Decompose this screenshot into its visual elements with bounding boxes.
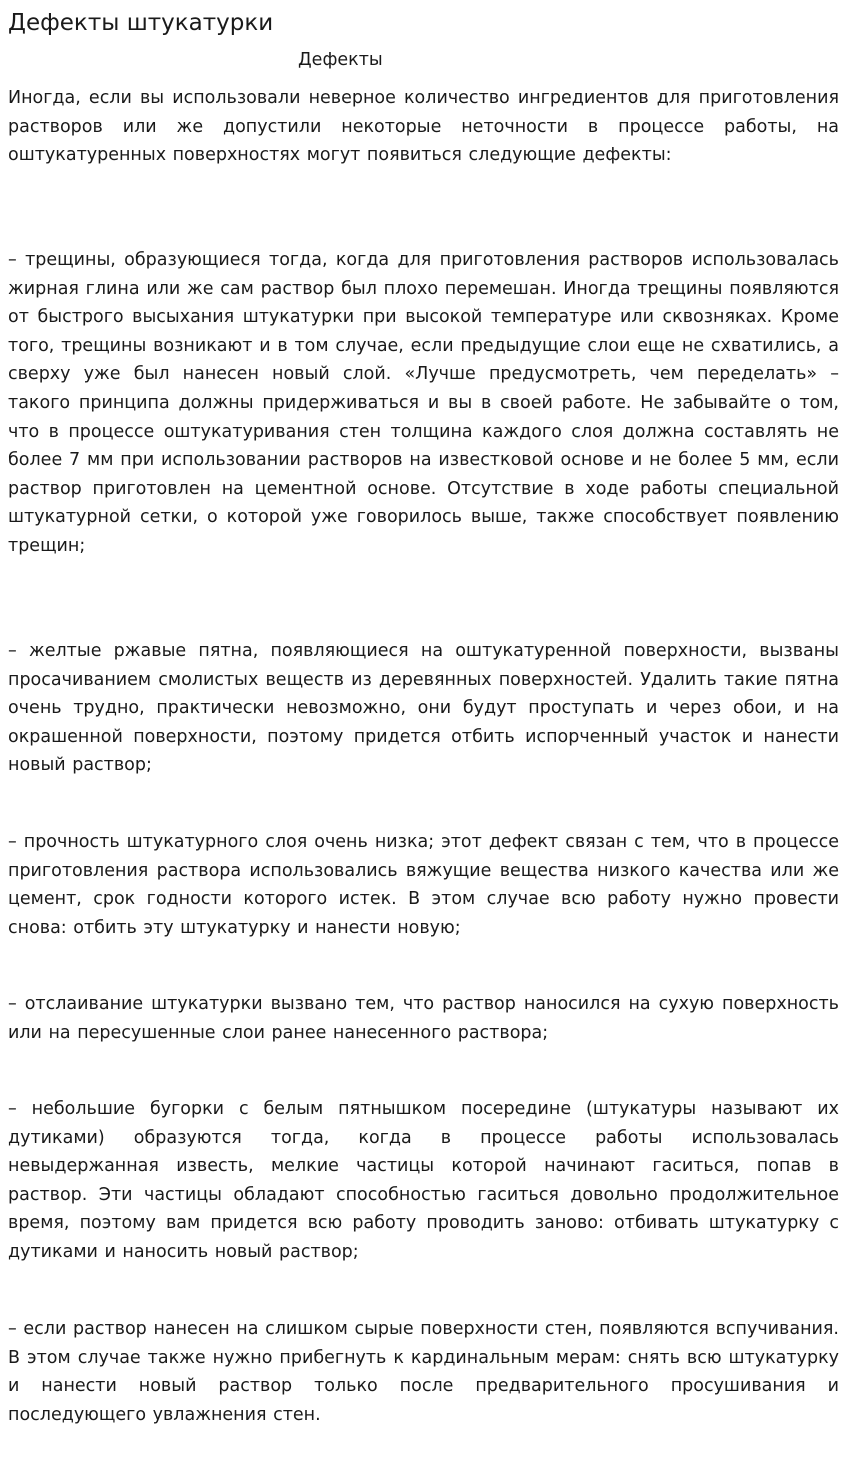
page-title: Дефекты штукатурки	[8, 10, 274, 36]
intro-paragraph: Иногда, если вы использовали неверное количество ингредиентов для приготовления растворов или же допустили некоторые неточности в процессе работы, на оштукатуренных поверхностях могут появиться следующие дефекты:	[8, 88, 839, 166]
defect-item-bumps: – небольшие бугорки с белым пятнышком посередине (штукатуры называют их дутиками) образуются тогда, когда в процессе работы использовалась невыдержанная известь, мелкие частицы которой начинают гаситься, попав в раствор. Эти частицы обладают способностью гаситься довольно продолжительное время, поэтому вам придется всю работу проводить заново: отбивать штукатурку с дутиками и наносить новый раствор;	[8, 1099, 839, 1262]
defect-item-low-strength: – прочность штукатурного слоя очень низка; этот дефект связан с тем, что в процессе приготовления раствора использовались вяжущие вещества низкого качества или же цемент, срок годности которого истек. В этом случае всю работу нужно провести снова: отбить эту штукатурку и нанести новую;	[8, 832, 839, 938]
defect-item-peeling: – отслаивание штукатурки вызвано тем, что раствор наносился на сухую поверхность или на пересушенные слои ранее нанесенного раствора;	[8, 994, 839, 1043]
section-subtitle: Дефекты	[298, 50, 383, 70]
defect-item-rust-stains: – желтые ржавые пятна, появляющиеся на оштукатуренной поверхности, вызваны просачиванием смолистых веществ из деревянных поверхностей. Удалить такие пятна очень трудно, практически невозможно, они будут проступать и через обои, и на окрашенной поверхности, поэтому придется отбить испорченный участок и нанести новый раствор;	[8, 641, 839, 776]
defect-item-swelling: – если раствор нанесен на слишком сырые поверхности стен, появляются вспучивания. В этом случае также нужно прибегнуть к кардинальным мерам: снять всю штукатурку и нанести новый раствор только после предварительного просушивания и последующего увлажнения стен.	[8, 1319, 839, 1425]
defect-item-cracks: – трещины, образующиеся тогда, когда для приготовления растворов использовалась жирная глина или же сам раствор был плохо перемешан. Иногда трещины появляются от быстрого высыхания штукатурки при высокой температуре или сквозняках. Кроме того, трещины возникают и в том случае, если предыдущие слои еще не схватились, а сверху уже был нанесен новый слой. «Лучше предусмотреть, чем переделать» – такого принципа должны придерживаться и вы в своей работе. Не забывайте о том, что в процессе оштукатуривания стен толщина каждого слоя должна составлять не более 7 мм при использовании растворов на известковой основе и не более 5 мм, если раствор приготовлен на цементной основе. Отсутствие в ходе работы специальной штукатурной сетки, о которой уже говорилось выше, также способствует появлению трещин;	[8, 250, 839, 556]
